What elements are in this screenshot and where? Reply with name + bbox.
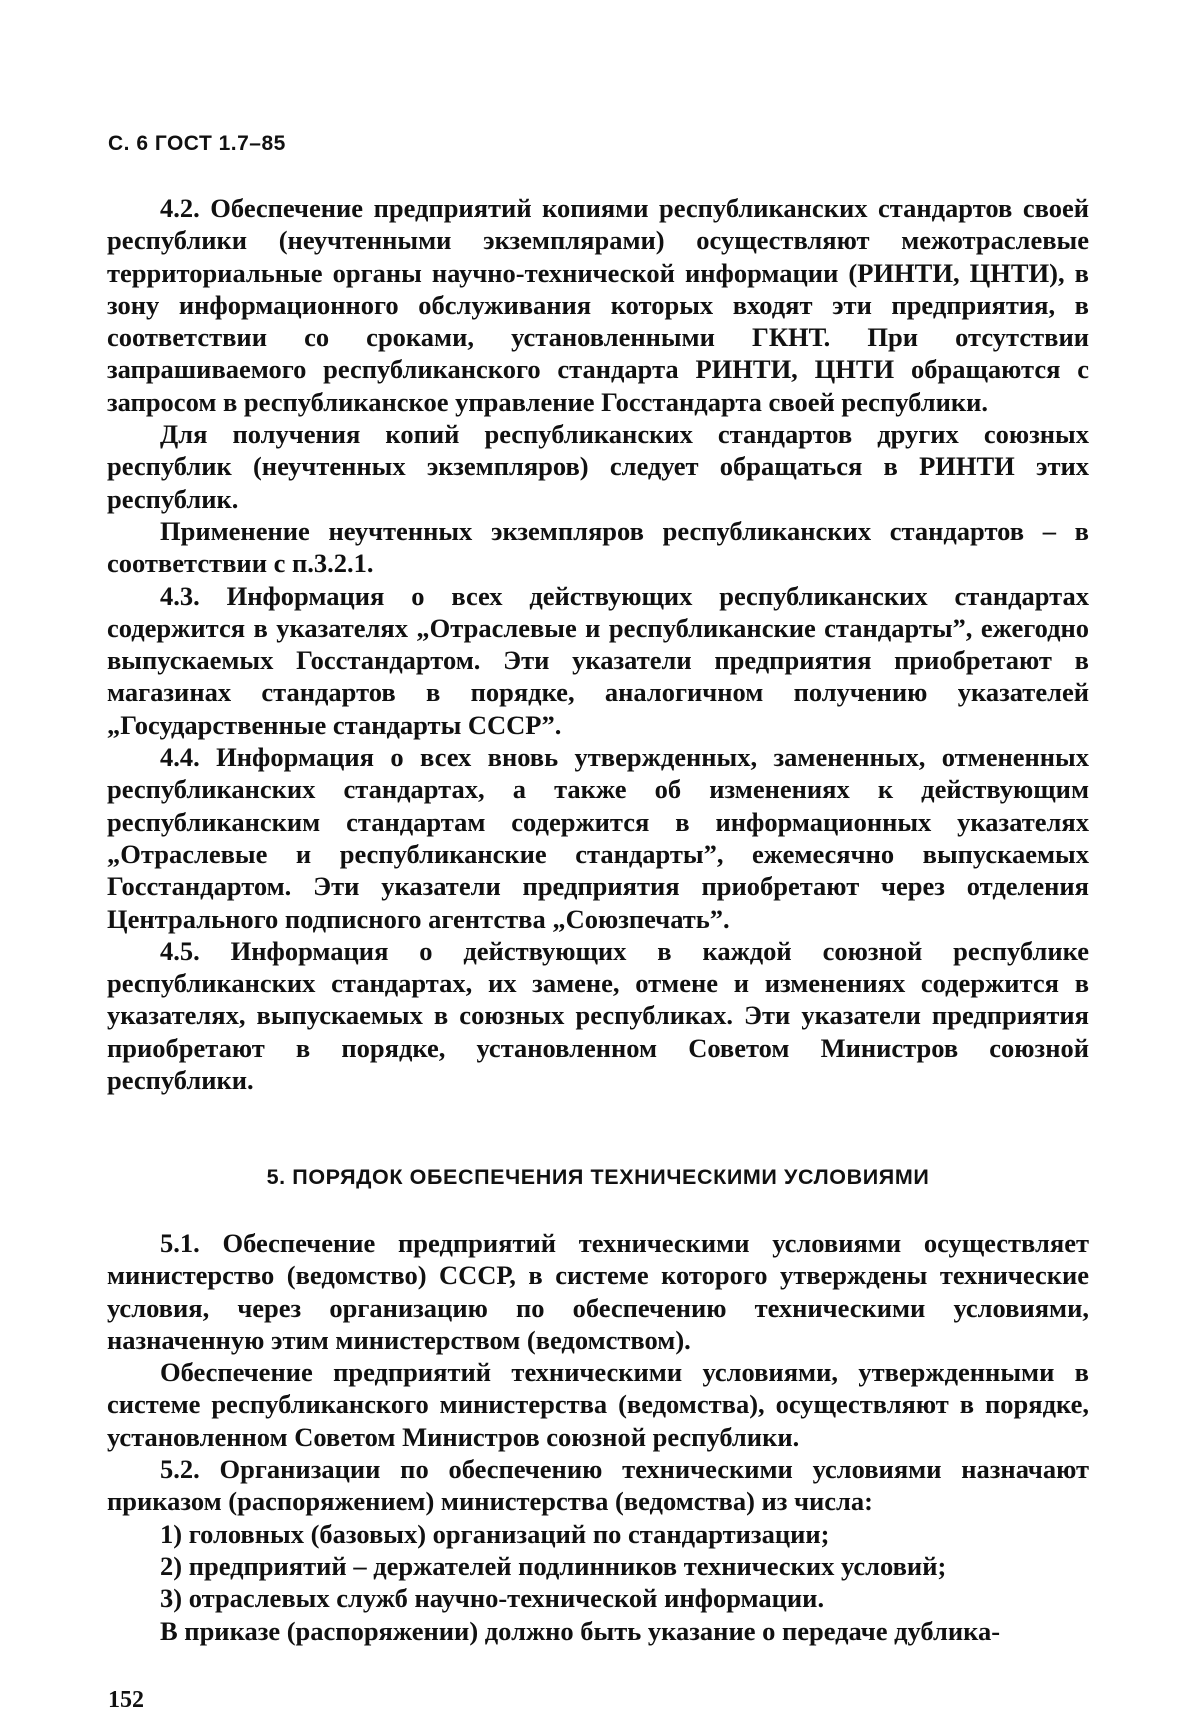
paragraph-4-3: 4.3. Информация о всех действующих республиканских стандартах содержится в указателях „Отраслевые и республиканские стандарты”, ежегодно выпускаемых Госстандартом. Эти указатели предприятия приобретают в магазинах стандартов в порядке, аналогичном получению указателей „Государственные стандарты СССР”. (107, 580, 1089, 740)
list-item: 3) отраслевых служб научно-технической информации. (160, 1583, 825, 1614)
page-header: С. 6 ГОСТ 1.7–85 (108, 132, 286, 155)
list-item: 1) головных (базовых) организаций по стандартизации; (160, 1518, 830, 1549)
paragraph-4-5: 4.5. Информация о действующих в каждой союзной республике республиканских стандартах, их замене, отмене и изменениях содержится в указателях, выпускаемых в союзных республиках. Эти указатели предприятия приобретают в порядке, установленном Советом Министров союзной республики. (107, 935, 1089, 1096)
section-4-text (107, 192, 1089, 1096)
paragraph-5-1: 5.1. Обеспечение предприятий техническими условиями осуществляет министерство (ведомство) СССР, в системе которого утверждены технические условия, через организацию по обеспечению техническими условиями, назначенную этим министерством (ведомством). (107, 1228, 1089, 1355)
paragraph-4-2-application: Применение неучтенных экземпляров республиканских стандартов – в соответствии с п.3.2.1. (107, 515, 1089, 579)
paragraph-4-2-other-republics: Для получения копий республиканских стандартов других союзных республик (неучтенных экземпляров) следует обращаться в РИНТИ этих республик. (107, 419, 1089, 514)
paragraph-5-2: 5.2. Организации по обеспечению техническими условиями назначают приказом (распоряжением) министерства (ведомства) из числа: (107, 1454, 1089, 1517)
paragraph-5-2-order: В приказе (распоряжении) должно быть указание о передаче дублика- (160, 1615, 1001, 1646)
paragraph-4-4: 4.4. Информация о всех вновь утвержденных, замененных, отмененных республиканских стандартах, а также об изменениях к действующим республиканским стандартам содержится в информационных указателях „Отраслевые и республиканские стандарты”, ежемесячно выпускаемых Госстандартом. Эти указатели предприятия приобретают через отделения Центрального подписного агентства „Союзпечать”. (107, 742, 1089, 934)
list-item: 2) предприятий – держателей подлинников технических условий; (160, 1550, 947, 1581)
section-5-heading: 5. ПОРЯДОК ОБЕСПЕЧЕНИЯ ТЕХНИЧЕСКИМИ УСЛОВИЯМИ (266, 1165, 930, 1189)
paragraph-4-2: 4.2. Обеспечение предприятий копиями республиканских стандартов своей республики (неучтенными экземплярами) осуществляют межотраслевые территориальные органы научно-технической информации (РИНТИ, ЦНТИ), в зону информационного обслуживания которых входят эти предприятия, в соответствии со сроками, установленными ГКНТ. При отсутствии запрашиваемого республиканского стандарта РИНТИ, ЦНТИ обращаются с запросом в республиканское управление Госстандарта своей республики. (107, 193, 1089, 417)
paragraph-5-1-republican: Обеспечение предприятий техническими условиями, утвержденными в системе республиканского министерства (ведомства), осуществляют в порядке, установленном Советом Министров союзной республики. (107, 1357, 1089, 1452)
page-number: 152 (108, 1687, 144, 1713)
section-5-text (107, 1227, 1089, 1647)
